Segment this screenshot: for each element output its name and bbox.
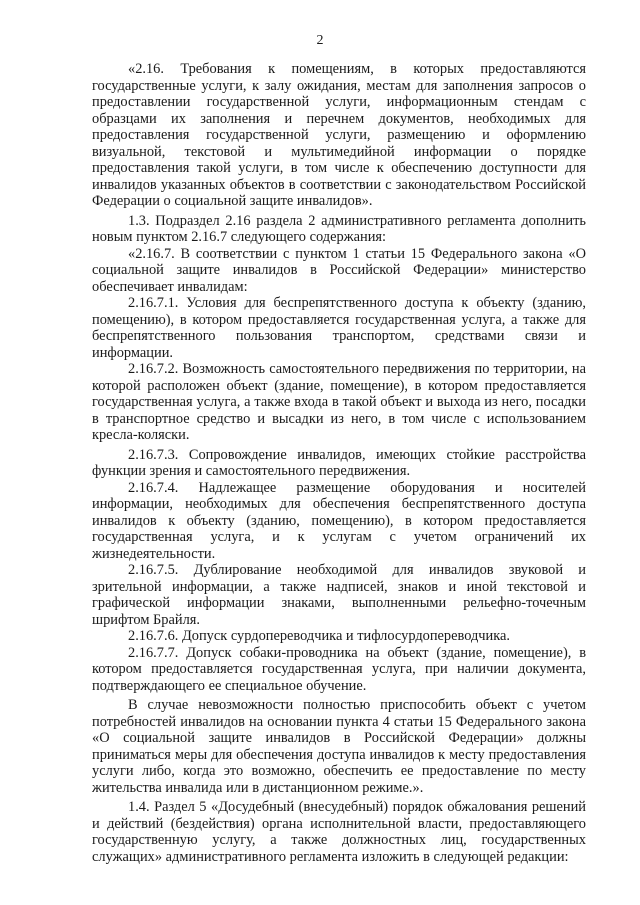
paragraph-inaccessibility-case: В случае невозможности полностью приспособить объект с учетом потребностей инвалидов на основании пункта 4 статьи 15 Федерального закона «О социальной защите инвалидов в Российской Федерации» должны приниматься меры для обеспечения доступа инвалидов к месту предоставления услуги либо, когда это возможно, обеспечить ее предоставление по месту жительства инвалида или в дистанционном режиме.».	[92, 697, 586, 796]
page-number: 2	[316, 33, 324, 48]
paragraph-1-4: 1.4. Раздел 5 «Досудебный (внесудебный) порядок обжалования решений и действий (бездействия) органа исполнительной власти, предоставляющего государственную услугу, а также должностных лиц, государственных служащих» административного регламента изложить в следующей редакции:	[92, 799, 586, 865]
paragraph-2-16-7-5: 2.16.7.5. Дублирование необходимой для инвалидов звуковой и зрительной информации, а также надписей, знаков и иной текстовой и графической информации знаками, выполненными рельефно-точечным шрифтом Брайля.	[92, 562, 586, 628]
paragraph-2-16-7-6: 2.16.7.6. Допуск сурдопереводчика и тифлосурдопереводчика.	[128, 628, 511, 644]
paragraph-2-16-heading: «2.16. Требования к помещениям, в которых предоставляются государственные услуги, к залу ожидания, местам для заполнения запросов о предоставлении государственной услуги, информационным стендам с образцами их заполнения и перечнем документов, необходимых для предоставления государственной услуги, размещению и оформлению визуальной, текстовой и мультимедийной информации о порядке предоставления такой услуги, в том числе к обеспечению доступности для инвалидов указанных объектов в соответствии с законодательством Российской Федерации о социальной защите инвалидов».	[92, 61, 586, 209]
paragraph-2-16-7-3: 2.16.7.3. Сопровождение инвалидов, имеющих стойкие расстройства функции зрения и самостоятельного передвижения.	[92, 446, 586, 479]
document-body	[92, 61, 586, 865]
paragraph-2-16-7-4: 2.16.7.4. Надлежащее размещение оборудования и носителей информации, необходимых для обеспечения беспрепятственного доступа инвалидов к объекту (зданию, помещению), в котором предоставляется государственная услуга, и к услугам с учетом ограничений их жизнедеятельности.	[92, 479, 586, 562]
paragraph-2-16-7: «2.16.7. В соответствии с пунктом 1 статьи 15 Федерального закона «О социальной защите инвалидов в Российской Федерации» министерство обеспечивает инвалидам:	[92, 245, 586, 295]
paragraph-1-3: 1.3. Подраздел 2.16 раздела 2 административного регламента дополнить новым пунктом 2.16.7 следующего содержания:	[92, 212, 586, 245]
paragraph-2-16-7-2: 2.16.7.2. Возможность самостоятельного передвижения по территории, на которой расположен объект (здание, помещение), в котором предоставляется государственная услуга, а также входа в такой объект и выхода из него, посадки в транспортное средство и высадки из него, в том числе с использованием кресла-коляски.	[92, 361, 586, 443]
paragraph-2-16-7-7: 2.16.7.7. Допуск собаки-проводника на объект (здание, помещение), в котором предоставляется государственная услуга, при наличии документа, подтверждающего ее специальное обучение.	[92, 644, 586, 694]
paragraph-2-16-7-1: 2.16.7.1. Условия для беспрепятственного доступа к объекту (зданию, помещению), в котором предоставляется государственная услуга, а также для беспрепятственного пользования транспортом, средствами связи и информации.	[92, 295, 586, 361]
